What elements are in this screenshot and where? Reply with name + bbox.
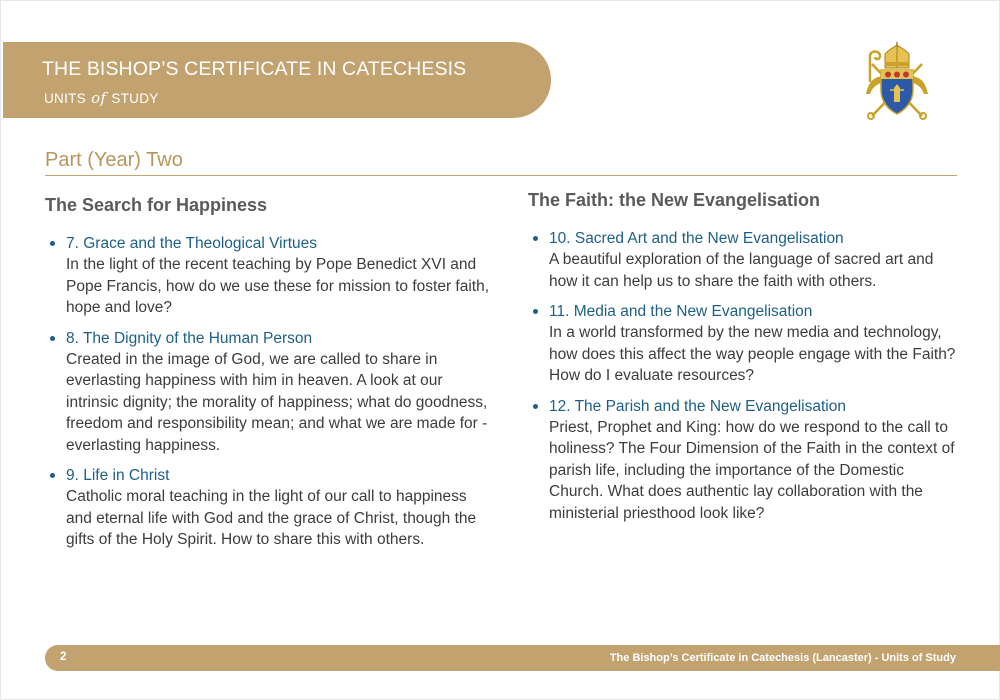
left-column (45, 195, 495, 560)
bullet-icon (50, 336, 55, 341)
unit-list (45, 233, 495, 551)
bullet-icon (50, 241, 55, 246)
diocesan-crest-icon (858, 42, 936, 122)
column-title: The Faith: the New Evangelisation (528, 190, 821, 210)
unit-description: In the light of the recent teaching by Pope Benedict XVI and Pope Francis, how do we use these for mission to foster faith, hope and love? (66, 256, 490, 316)
right-column (528, 190, 958, 533)
unit-description: A beautiful exploration of the language of sacred art and how it can help us to share the faith with others. (549, 251, 934, 290)
bullet-icon (533, 309, 538, 314)
unit-description: Created in the image of God, we are called to share in everlasting happiness with him in heaven. A look at our intrinsic dignity; the morality of happiness; what do goodness, freedom and responsibility mean; and what we are made for - everlasting happiness. (66, 350, 488, 454)
unit-item (528, 396, 958, 525)
part-heading: Part (Year) Two (45, 149, 183, 171)
unit-title: 7. Grace and the Theological Virtues (66, 235, 318, 252)
unit-title: 10. Sacred Art and the New Evangelisation (549, 230, 844, 247)
bullet-icon (533, 404, 538, 409)
unit-title: 12. The Parish and the New Evangelisation (549, 397, 846, 415)
bullet-icon (533, 236, 538, 241)
part-divider (45, 175, 957, 176)
unit-list (528, 228, 958, 524)
unit-title: 9. Life in Christ (66, 467, 170, 484)
unit-item (528, 301, 958, 387)
subtitle-study: STUDY (111, 91, 159, 106)
footer-text: The Bishop’s Certificate in Catechesis (Lancaster) - Units of Study (609, 652, 956, 664)
unit-description: Catholic moral teaching in the light of our call to happiness and eternal life with God and the grace of Christ, though the gifts of the Holy Spirit. How to share this with others. (66, 488, 477, 548)
document-subtitle (44, 89, 159, 107)
document-title: THE BISHOP’S CERTIFICATE IN CATECHESIS (42, 58, 467, 80)
bullet-icon (50, 473, 55, 478)
column-title: The Search for Happiness (45, 195, 268, 215)
unit-description: Priest, Prophet and King: how do we respond to the call to holiness? The Four Dimension of the Faith in the context of parish life, including the importance of the Domestic Church. What does authentic lay collaboration with the ministerial priesthood look like? (549, 418, 955, 522)
unit-description: In a world transformed by the new media and technology, how does this affect the way people engage with the Faith? How do I evaluate resources? (549, 324, 956, 384)
unit-title: 11. Media and the New Evangelisation (549, 303, 813, 320)
subtitle-of: of (91, 89, 107, 107)
unit-item (45, 465, 495, 551)
unit-item (45, 328, 495, 457)
page-number: 2 (60, 651, 67, 663)
unit-item (528, 228, 958, 292)
unit-title: 8. The Dignity of the Human Person (66, 329, 313, 347)
unit-item (45, 233, 495, 319)
subtitle-units: UNITS (44, 91, 86, 106)
